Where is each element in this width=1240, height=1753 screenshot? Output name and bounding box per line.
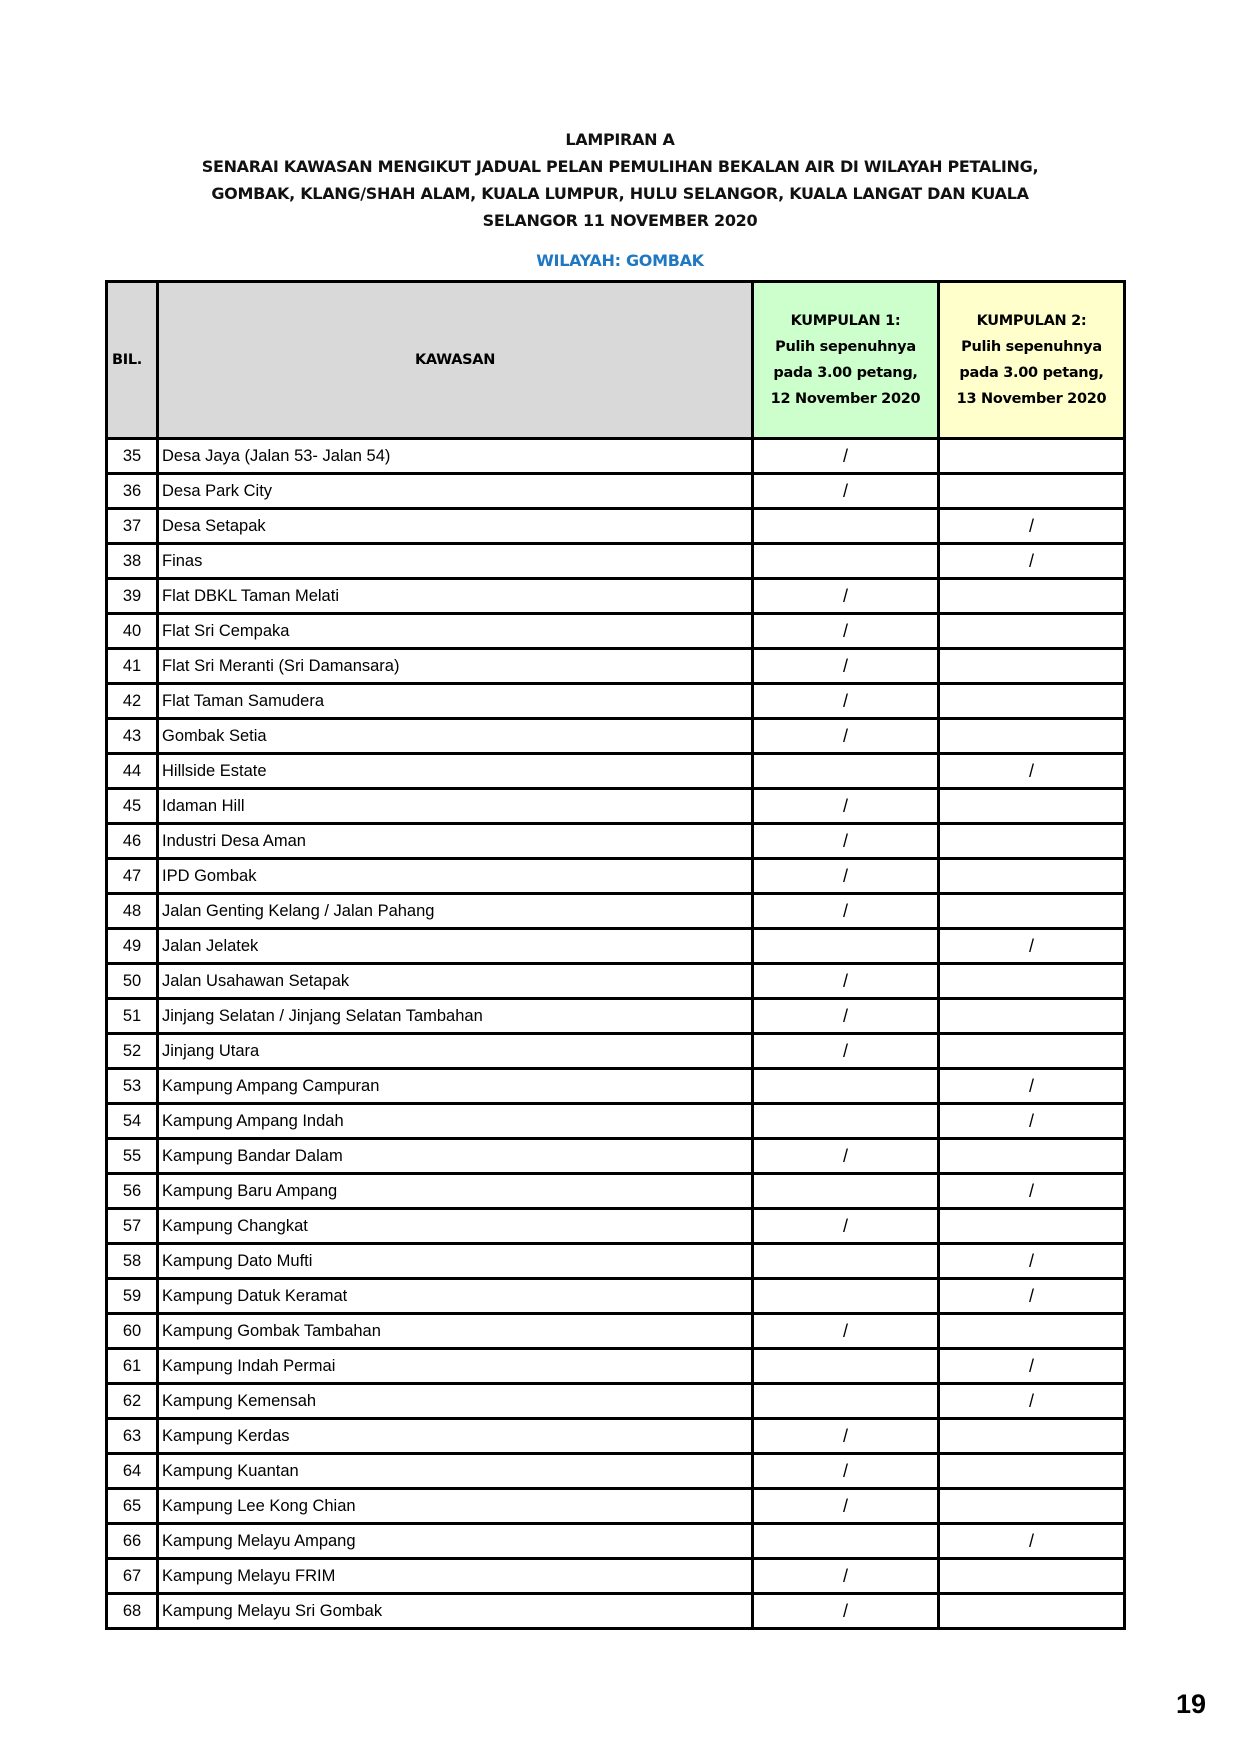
row-kumpulan-1-mark xyxy=(753,1524,939,1559)
table-row xyxy=(107,544,1125,579)
row-bil: 35 xyxy=(107,439,158,474)
row-bil: 64 xyxy=(107,1454,158,1489)
table-row xyxy=(107,579,1125,614)
table-row xyxy=(107,859,1125,894)
row-kumpulan-1-mark: / xyxy=(753,894,939,929)
row-kumpulan-2-mark xyxy=(939,1419,1125,1454)
row-kumpulan-1-mark xyxy=(753,1279,939,1314)
title-line: SELANGOR 11 NOVEMBER 2020 xyxy=(482,211,758,230)
row-kumpulan-2-mark xyxy=(939,474,1125,509)
row-kumpulan-2-mark: / xyxy=(939,509,1125,544)
row-bil: 36 xyxy=(107,474,158,509)
table-row xyxy=(107,684,1125,719)
table-row xyxy=(107,1034,1125,1069)
row-kawasan: IPD Gombak xyxy=(158,859,753,894)
row-bil: 57 xyxy=(107,1209,158,1244)
row-kumpulan-1-mark xyxy=(753,754,939,789)
row-bil: 49 xyxy=(107,929,158,964)
table-row xyxy=(107,509,1125,544)
row-bil: 38 xyxy=(107,544,158,579)
row-bil: 62 xyxy=(107,1384,158,1419)
table-row xyxy=(107,1559,1125,1594)
row-kawasan: Finas xyxy=(158,544,753,579)
row-bil: 39 xyxy=(107,579,158,614)
row-kumpulan-1-mark xyxy=(753,929,939,964)
header-kawasan: KAWASAN xyxy=(158,282,753,439)
row-kumpulan-2-mark xyxy=(939,824,1125,859)
header-line: pada 3.00 petang, xyxy=(773,365,918,381)
row-kumpulan-2-mark: / xyxy=(939,544,1125,579)
row-kawasan: Kampung Gombak Tambahan xyxy=(158,1314,753,1349)
row-kawasan: Jalan Jelatek xyxy=(158,929,753,964)
row-kumpulan-2-mark: / xyxy=(939,754,1125,789)
row-kumpulan-1-mark: / xyxy=(753,719,939,754)
row-kumpulan-2-mark: / xyxy=(939,1279,1125,1314)
table-row xyxy=(107,1419,1125,1454)
table-row xyxy=(107,439,1125,474)
row-kumpulan-1-mark: / xyxy=(753,684,939,719)
header-line: KUMPULAN 1: xyxy=(790,313,901,329)
row-bil: 68 xyxy=(107,1594,158,1629)
row-kumpulan-2-mark xyxy=(939,614,1125,649)
row-bil: 54 xyxy=(107,1104,158,1139)
row-kawasan: Gombak Setia xyxy=(158,719,753,754)
row-kumpulan-1-mark: / xyxy=(753,439,939,474)
row-kumpulan-2-mark: / xyxy=(939,1174,1125,1209)
row-kumpulan-1-mark: / xyxy=(753,859,939,894)
page-number: 19 xyxy=(1176,1689,1207,1719)
table-row xyxy=(107,1384,1125,1419)
document-title xyxy=(0,126,1240,234)
row-kumpulan-2-mark xyxy=(939,1209,1125,1244)
header-line: 13 November 2020 xyxy=(956,391,1107,407)
table-row xyxy=(107,1244,1125,1279)
row-kawasan: Kampung Melayu FRIM xyxy=(158,1559,753,1594)
row-kumpulan-2-mark xyxy=(939,684,1125,719)
row-kawasan: Kampung Bandar Dalam xyxy=(158,1139,753,1174)
table-header-row xyxy=(107,282,1125,439)
row-kumpulan-2-mark xyxy=(939,1034,1125,1069)
row-kumpulan-1-mark: / xyxy=(753,474,939,509)
row-kumpulan-2-mark xyxy=(939,789,1125,824)
header-line: Pulih sepenuhnya xyxy=(775,339,916,355)
row-kumpulan-1-mark: / xyxy=(753,1034,939,1069)
table-row xyxy=(107,1489,1125,1524)
row-kawasan: Flat Taman Samudera xyxy=(158,684,753,719)
table-row xyxy=(107,894,1125,929)
row-kumpulan-1-mark: / xyxy=(753,1314,939,1349)
row-bil: 56 xyxy=(107,1174,158,1209)
region-label: WILAYAH: GOMBAK xyxy=(536,251,704,270)
row-bil: 65 xyxy=(107,1489,158,1524)
row-kumpulan-2-mark xyxy=(939,719,1125,754)
row-kawasan: Idaman Hill xyxy=(158,789,753,824)
row-bil: 66 xyxy=(107,1524,158,1559)
row-bil: 41 xyxy=(107,649,158,684)
row-bil: 45 xyxy=(107,789,158,824)
row-bil: 46 xyxy=(107,824,158,859)
table-row xyxy=(107,999,1125,1034)
row-kumpulan-1-mark: / xyxy=(753,649,939,684)
table-row xyxy=(107,1209,1125,1244)
row-kawasan: Flat Sri Cempaka xyxy=(158,614,753,649)
row-kumpulan-2-mark xyxy=(939,1139,1125,1174)
row-kumpulan-2-mark xyxy=(939,964,1125,999)
row-kumpulan-1-mark: / xyxy=(753,1594,939,1629)
row-bil: 58 xyxy=(107,1244,158,1279)
row-kumpulan-2-mark xyxy=(939,1489,1125,1524)
row-bil: 59 xyxy=(107,1279,158,1314)
row-bil: 40 xyxy=(107,614,158,649)
row-kumpulan-1-mark: / xyxy=(753,1419,939,1454)
row-bil: 53 xyxy=(107,1069,158,1104)
area-schedule-table xyxy=(105,280,1126,1630)
row-kumpulan-1-mark xyxy=(753,1069,939,1104)
table-row xyxy=(107,824,1125,859)
table-row xyxy=(107,1594,1125,1629)
row-kawasan: Kampung Kemensah xyxy=(158,1384,753,1419)
row-kumpulan-2-mark xyxy=(939,999,1125,1034)
table-row xyxy=(107,929,1125,964)
header-line: 12 November 2020 xyxy=(770,391,921,407)
row-bil: 42 xyxy=(107,684,158,719)
table-body xyxy=(107,439,1125,1629)
row-bil: 52 xyxy=(107,1034,158,1069)
row-kawasan: Jalan Genting Kelang / Jalan Pahang xyxy=(158,894,753,929)
row-kawasan: Kampung Changkat xyxy=(158,1209,753,1244)
row-kumpulan-1-mark xyxy=(753,1174,939,1209)
row-kawasan: Kampung Melayu Ampang xyxy=(158,1524,753,1559)
row-bil: 48 xyxy=(107,894,158,929)
row-kumpulan-2-mark xyxy=(939,859,1125,894)
row-kumpulan-2-mark xyxy=(939,1454,1125,1489)
table-row xyxy=(107,754,1125,789)
row-kumpulan-2-mark xyxy=(939,894,1125,929)
header-line: pada 3.00 petang, xyxy=(959,365,1104,381)
header-bil: BIL. xyxy=(107,282,158,439)
table-row xyxy=(107,789,1125,824)
title-line: SENARAI KAWASAN MENGIKUT JADUAL PELAN PEMULIHAN BEKALAN AIR DI WILAYAH PETALING, xyxy=(201,157,1039,176)
row-kumpulan-2-mark: / xyxy=(939,1349,1125,1384)
table-row xyxy=(107,1349,1125,1384)
row-kumpulan-1-mark: / xyxy=(753,789,939,824)
row-kawasan: Desa Setapak xyxy=(158,509,753,544)
table-row xyxy=(107,649,1125,684)
row-kumpulan-1-mark xyxy=(753,1244,939,1279)
row-kumpulan-1-mark xyxy=(753,544,939,579)
row-bil: 37 xyxy=(107,509,158,544)
row-bil: 44 xyxy=(107,754,158,789)
table-row xyxy=(107,1104,1125,1139)
row-kawasan: Kampung Indah Permai xyxy=(158,1349,753,1384)
row-kumpulan-1-mark xyxy=(753,1384,939,1419)
table-row xyxy=(107,1279,1125,1314)
row-kumpulan-2-mark: / xyxy=(939,1244,1125,1279)
row-kawasan: Kampung Dato Mufti xyxy=(158,1244,753,1279)
row-kawasan: Kampung Datuk Keramat xyxy=(158,1279,753,1314)
table-row xyxy=(107,719,1125,754)
row-bil: 60 xyxy=(107,1314,158,1349)
row-kumpulan-1-mark xyxy=(753,509,939,544)
row-bil: 61 xyxy=(107,1349,158,1384)
title-line: LAMPIRAN A xyxy=(565,130,675,149)
row-kumpulan-1-mark: / xyxy=(753,1489,939,1524)
row-kumpulan-2-mark xyxy=(939,1559,1125,1594)
row-kumpulan-1-mark: / xyxy=(753,964,939,999)
table-row xyxy=(107,964,1125,999)
row-kumpulan-1-mark: / xyxy=(753,824,939,859)
row-kumpulan-2-mark: / xyxy=(939,1104,1125,1139)
row-kawasan: Kampung Ampang Indah xyxy=(158,1104,753,1139)
row-kawasan: Kampung Baru Ampang xyxy=(158,1174,753,1209)
row-kawasan: Flat DBKL Taman Melati xyxy=(158,579,753,614)
row-kumpulan-1-mark xyxy=(753,1349,939,1384)
row-kawasan: Kampung Lee Kong Chian xyxy=(158,1489,753,1524)
header-line: KUMPULAN 2: xyxy=(976,313,1087,329)
table-row xyxy=(107,1314,1125,1349)
row-kumpulan-2-mark xyxy=(939,1594,1125,1629)
table-row xyxy=(107,474,1125,509)
row-bil: 55 xyxy=(107,1139,158,1174)
table-row xyxy=(107,1139,1125,1174)
row-kawasan: Jinjang Selatan / Jinjang Selatan Tambahan xyxy=(158,999,753,1034)
row-kumpulan-2-mark: / xyxy=(939,1069,1125,1104)
header-line: Pulih sepenuhnya xyxy=(961,339,1102,355)
row-kumpulan-1-mark: / xyxy=(753,999,939,1034)
row-bil: 63 xyxy=(107,1419,158,1454)
row-kawasan: Kampung Kerdas xyxy=(158,1419,753,1454)
row-kawasan: Industri Desa Aman xyxy=(158,824,753,859)
row-bil: 67 xyxy=(107,1559,158,1594)
row-kawasan: Desa Park City xyxy=(158,474,753,509)
row-kawasan: Flat Sri Meranti (Sri Damansara) xyxy=(158,649,753,684)
row-kumpulan-1-mark: / xyxy=(753,579,939,614)
title-line: GOMBAK, KLANG/SHAH ALAM, KUALA LUMPUR, HULU SELANGOR, KUALA LANGAT DAN KUALA xyxy=(211,184,1029,203)
row-kumpulan-1-mark: / xyxy=(753,1139,939,1174)
row-kumpulan-2-mark: / xyxy=(939,929,1125,964)
row-kumpulan-2-mark xyxy=(939,579,1125,614)
table-row xyxy=(107,1454,1125,1489)
row-kumpulan-2-mark xyxy=(939,439,1125,474)
row-kawasan: Jalan Usahawan Setapak xyxy=(158,964,753,999)
row-kumpulan-1-mark: / xyxy=(753,1209,939,1244)
table-row xyxy=(107,1174,1125,1209)
row-kawasan: Desa Jaya (Jalan 53- Jalan 54) xyxy=(158,439,753,474)
row-bil: 51 xyxy=(107,999,158,1034)
row-kumpulan-1-mark: / xyxy=(753,614,939,649)
header-kumpulan-1 xyxy=(753,282,939,439)
row-bil: 50 xyxy=(107,964,158,999)
row-kumpulan-1-mark: / xyxy=(753,1454,939,1489)
header-kumpulan-2 xyxy=(939,282,1125,439)
row-kumpulan-2-mark xyxy=(939,649,1125,684)
row-bil: 47 xyxy=(107,859,158,894)
table-row xyxy=(107,1069,1125,1104)
row-kawasan: Kampung Melayu Sri Gombak xyxy=(158,1594,753,1629)
row-kawasan: Kampung Ampang Campuran xyxy=(158,1069,753,1104)
row-kumpulan-2-mark: / xyxy=(939,1384,1125,1419)
row-bil: 43 xyxy=(107,719,158,754)
row-kumpulan-2-mark xyxy=(939,1314,1125,1349)
row-kumpulan-2-mark: / xyxy=(939,1524,1125,1559)
table-row xyxy=(107,614,1125,649)
table-row xyxy=(107,1524,1125,1559)
row-kumpulan-1-mark: / xyxy=(753,1559,939,1594)
row-kawasan: Jinjang Utara xyxy=(158,1034,753,1069)
row-kawasan: Hillside Estate xyxy=(158,754,753,789)
row-kumpulan-1-mark xyxy=(753,1104,939,1139)
row-kawasan: Kampung Kuantan xyxy=(158,1454,753,1489)
